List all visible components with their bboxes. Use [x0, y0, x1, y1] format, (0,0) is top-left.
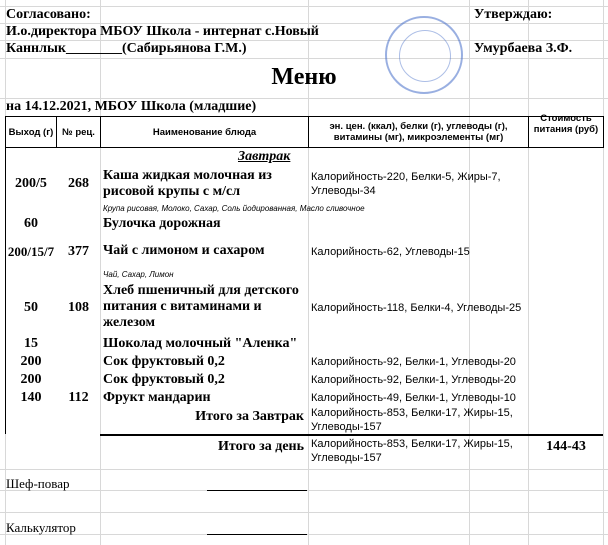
total-breakfast-label: Итого за Завтрак: [195, 409, 304, 424]
approved-label: Согласовано:: [6, 7, 91, 22]
column-header-nutrition: эн. цен. (ккал), белки (г), углеводы (г), витамины (мг), микроэлементы (мг): [329, 121, 508, 143]
chef-label: Шеф-повар: [6, 476, 70, 491]
column-header-dish: Наименование блюда: [152, 126, 257, 138]
calculator-label: Калькулятор: [6, 520, 76, 535]
table-row-output: 200/5: [15, 176, 47, 191]
page-title: Меню: [271, 64, 337, 90]
table-row-nutrition: Калорийность-92, Белки-1, Углеводы-20: [311, 356, 516, 368]
table-row-nutrition: Калорийность-92, Белки-1, Углеводы-20: [311, 374, 516, 386]
table-row-output: 15: [24, 336, 38, 351]
total-day-cost: 144-43: [546, 439, 586, 454]
table-row-name: Чай с лимоном и сахаром: [103, 243, 265, 258]
confirm-label: Утверждаю:: [474, 7, 553, 22]
table-row-name: Каша жидкая молочная из рисовой крупы с м/сл: [103, 168, 272, 199]
approved-by-line1: И.о.директора МБОУ Школа - интернат с.Новый: [6, 24, 319, 39]
table-row-recipe: 108: [68, 300, 89, 315]
table-row-name: Фрукт мандарин: [103, 390, 211, 405]
section-breakfast: Завтрак: [238, 149, 291, 164]
table-row-nutrition: Калорийность-220, Белки-5, Жиры-7, Углеводы-34: [311, 171, 501, 197]
table-row-composition: Крупа рисовая, Молоко, Сахар, Соль йодированная, Масло сливочное: [103, 204, 365, 213]
table-row-nutrition: Калорийность-62, Углеводы-15: [311, 246, 470, 258]
total-day-label: Итого за день: [218, 439, 304, 454]
total-breakfast-nutrition: Калорийность-853, Белки-17, Жиры-15, Углеводы-157: [311, 407, 513, 433]
table-row-recipe: 268: [68, 176, 89, 191]
table-row-name: Булочка дорожная: [103, 216, 221, 231]
table-row-output: 200: [20, 354, 42, 369]
table-row-output: 200/15/7: [7, 244, 55, 259]
table-row-recipe: 112: [68, 390, 89, 405]
table-row-output: 200: [20, 372, 42, 387]
column-header-output: Выход (г): [8, 126, 54, 138]
table-row-output: 50: [24, 300, 38, 315]
total-day-nutrition: Калорийность-853, Белки-17, Жиры-15, Углеводы-157: [311, 438, 513, 464]
table-row-output: 60: [24, 216, 38, 231]
table-row-recipe: 377: [68, 244, 89, 259]
approved-by-line2: Каннлык________(Сабирьянова Г.М.): [6, 41, 247, 56]
confirm-by: Умурбаева З.Ф.: [474, 41, 573, 56]
table-row-composition: Чай, Сахар, Лимон: [103, 270, 174, 279]
table-row-name: Сок фруктовый 0,2: [103, 372, 225, 387]
column-header-recipe: № рец.: [62, 126, 95, 138]
table-row-nutrition: Калорийность-49, Белки-1, Углеводы-10: [311, 392, 516, 404]
column-header-cost: Стоимость питания (руб): [533, 113, 599, 135]
menu-date-subtitle: на 14.12.2021, МБОУ Школа (младшие): [6, 99, 257, 114]
table-row-nutrition: Калорийность-118, Белки-4, Углеводы-25: [311, 302, 522, 314]
table-row-name: Шоколад молочный "Аленка": [103, 336, 298, 351]
table-row-name: Хлеб пшеничный для детского питания с витаминами и железом: [103, 283, 299, 330]
table-row-output: 140: [20, 390, 42, 405]
table-row-name: Сок фруктовый 0,2: [103, 354, 225, 369]
